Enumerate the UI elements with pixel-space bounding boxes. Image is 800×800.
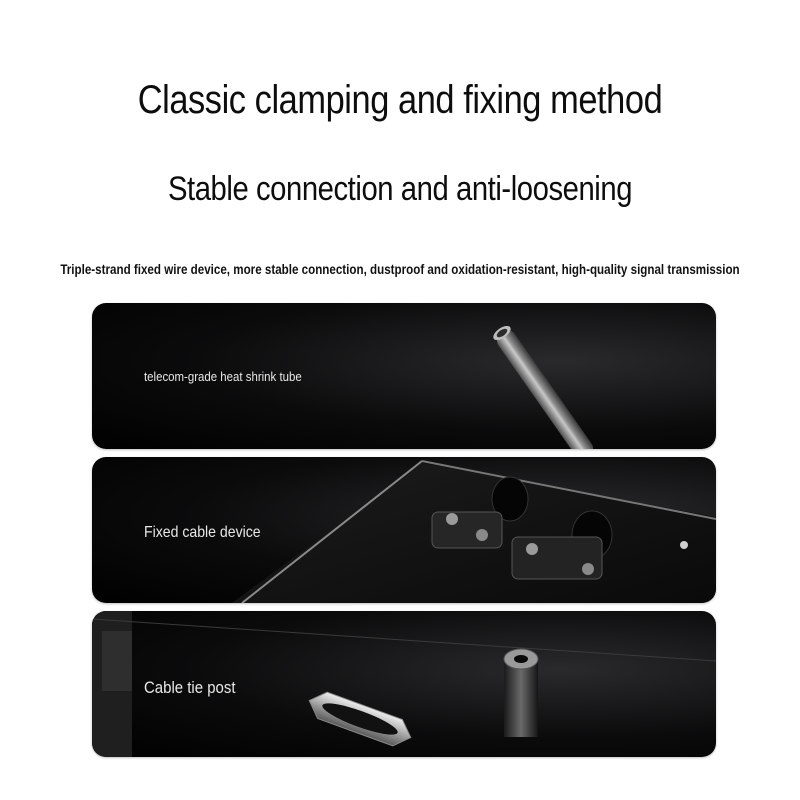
feature-tagline: Triple-strand fixed wire device, more stable connection, dustproof and oxidation-resistant, high-quality signal transmission	[60, 262, 740, 277]
page-title: Classic clamping and fixing method	[137, 78, 663, 122]
panel-label-heat-shrink-tube: telecom-grade heat shrink tube	[144, 369, 302, 384]
feature-panel-heat-shrink-tube	[92, 303, 716, 449]
feature-panel-fixed-cable-device	[92, 457, 716, 603]
panel-label-cable-tie-post: Cable tie post	[144, 678, 236, 697]
page-subtitle: Stable connection and anti-loosening	[167, 170, 633, 208]
panel-label-fixed-cable-device: Fixed cable device	[144, 524, 261, 541]
feature-panel-cable-tie-post	[92, 611, 716, 757]
